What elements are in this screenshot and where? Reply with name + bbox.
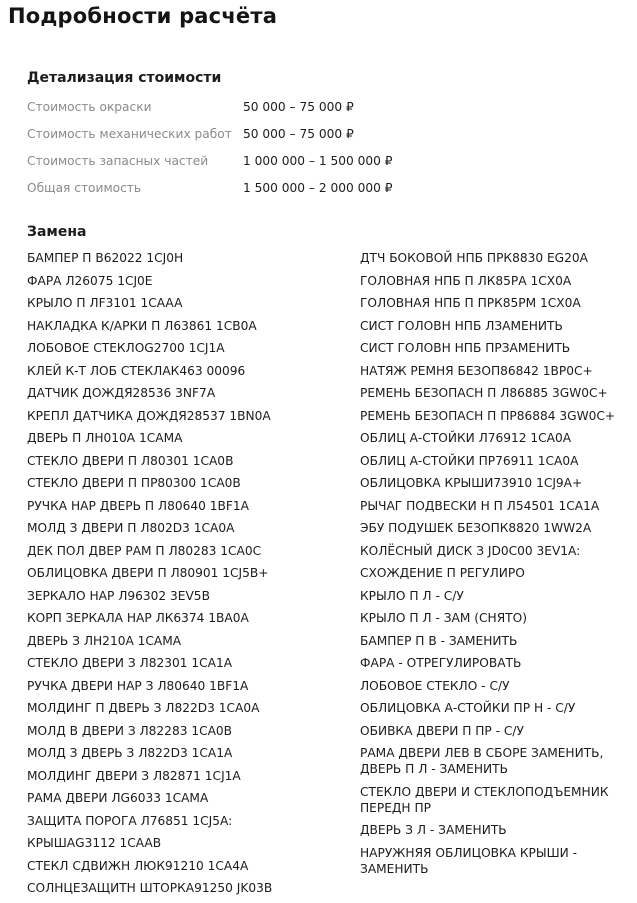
replacement-item: ЗАЩИТА ПОРОГА Л76851 1CJ5A: bbox=[27, 813, 233, 828]
replacement-item: СТЕКЛО ДВЕРИ П Л80301 1CA0B bbox=[27, 453, 234, 468]
replacement-item: ОБЛИЦ А-СТОЙКИ Л76912 1CA0A bbox=[360, 431, 572, 445]
replacement-item: НАТЯЖ РЕМНЯ БЕЗОП86842 1BP0C+ bbox=[360, 363, 593, 378]
cost-label: Стоимость запасных частей bbox=[27, 154, 209, 168]
cost-value: 1 000 000 – 1 500 000 ₽ bbox=[243, 154, 393, 168]
replacement-item: РЫЧАГ ПОДВЕСКИ Н П Л54501 1CA1A bbox=[360, 498, 600, 513]
replacement-item: МОЛДИНГ ДВЕРИ З Л82871 1CJ1A bbox=[27, 768, 241, 783]
replacement-item: МОЛДИНГ П ДВЕРЬ З Л822D3 1CA0A bbox=[27, 701, 260, 715]
replacement-item: РУЧКА НАР ДВЕРЬ П Л80640 1BF1A bbox=[27, 498, 249, 513]
replacement-item: ОБИВКА ДВЕРИ П ПР - С/У bbox=[360, 723, 524, 738]
cost-value: 50 000 – 75 000 ₽ bbox=[243, 100, 354, 114]
replacement-item: КРЕПЛ ДАТЧИКА ДОЖДЯ28537 1BN0A bbox=[27, 408, 271, 423]
replacement-item: НАРУЖНЯЯ ОБЛИЦОВКА КРЫШИ - ЗАМЕНИТЬ bbox=[360, 845, 578, 876]
replacement-list-right bbox=[360, 250, 632, 883]
replacement-item: КРЫЛО П Л - ЗАМ (СНЯТО) bbox=[360, 611, 527, 625]
replacement-item: СХОЖДЕНИЕ П РЕГУЛИРО bbox=[360, 566, 525, 580]
replacement-item: ДЕК ПОЛ ДВЕР РАМ П Л80283 1CA0C bbox=[27, 543, 262, 558]
replacement-item: КРЫЛО П Л - С/У bbox=[360, 588, 464, 603]
cost-details-heading: Детализация стоимости bbox=[27, 70, 222, 86]
replacement-item: РЕМЕНЬ БЕЗОПАСН П ПР86884 3GW0C+ bbox=[360, 408, 616, 423]
replacement-item: ЛОБОВОЕ СТЕКЛО - С/У bbox=[360, 678, 510, 693]
replacement-item: ГОЛОВНАЯ НПБ П ПРК85РМ 1CX0A bbox=[360, 296, 581, 310]
replacement-item: ОБЛИЦОВКА ДВЕРИ П Л80901 1CJ5B+ bbox=[27, 566, 269, 580]
replacement-item: ЛОБОВОЕ СТЕКЛОG2700 1CJ1A bbox=[27, 341, 225, 355]
replacement-item: БАМПЕР П В - ЗАМЕНИТЬ bbox=[360, 633, 518, 648]
replacement-item: РЕМЕНЬ БЕЗОПАСН П Л86885 3GW0C+ bbox=[360, 386, 608, 400]
replacement-heading: Замена bbox=[27, 224, 87, 240]
replacement-item: ДВЕРЬ З ЛН210А 1САМА bbox=[27, 633, 182, 648]
cost-value: 50 000 – 75 000 ₽ bbox=[243, 127, 354, 141]
replacement-item: НАКЛАДКА К/АРКИ П Л63861 1CB0A bbox=[27, 318, 257, 333]
replacement-item: ГОЛОВНАЯ НПБ П ЛК85РА 1CX0A bbox=[360, 273, 572, 288]
replacement-item: ДТЧ БОКОВОЙ НПБ ПРК8830 EG20A bbox=[360, 251, 588, 265]
replacement-item: ЗЕРКАЛО НАР Л96302 3EV5B bbox=[27, 588, 210, 603]
replacement-item: РУЧКА ДВЕРИ НАР З Л80640 1BF1A bbox=[27, 678, 249, 693]
replacement-item: РАМА ДВЕРИ ЛG6033 1САМА bbox=[27, 791, 209, 805]
replacement-item: ДВЕРЬ З Л - ЗАМЕНИТЬ bbox=[360, 823, 507, 837]
replacement-item: СТЕКЛ СДВИЖН ЛЮК91210 1CA4A bbox=[27, 858, 249, 873]
replacement-item: СИСТ ГОЛОВН НПБ ЛЗАМЕНИТЬ bbox=[360, 318, 563, 333]
replacement-item: СОЛНЦЕЗАЩИТН ШТОРКА91250 JK03B bbox=[27, 881, 273, 895]
replacement-item: КОРП ЗЕРКАЛА НАР ЛК6374 1BA0A bbox=[27, 611, 249, 625]
replacement-item: КЛЕЙ К-Т ЛОБ СТЕКЛАК463 00096 bbox=[27, 363, 246, 378]
cost-label: Стоимость механических работ bbox=[27, 127, 232, 141]
replacement-item: КРЫЛО П ЛF3101 1CAAA bbox=[27, 296, 183, 310]
replacement-item: ОБЛИЦОВКА КРЫШИ73910 1CJ9A+ bbox=[360, 476, 583, 490]
replacement-item: КОЛЁСНЫЙ ДИСК З JD0C00 3EV1A: bbox=[360, 543, 581, 558]
replacement-item: КРЫШАG3112 1CAAB bbox=[27, 836, 162, 850]
replacement-item: ЭБУ ПОДУШЕК БЕЗОПК8820 1WW2A bbox=[360, 521, 592, 535]
replacement-item: СТЕКЛО ДВЕРИ П ПР80300 1CA0B bbox=[27, 476, 241, 490]
replacement-item: ДВЕРЬ П ЛН010А 1САМА bbox=[27, 431, 183, 445]
replacement-item: БАМПЕР П В62022 1CJ0H bbox=[27, 251, 184, 265]
replacement-item: СИСТ ГОЛОВН НПБ ПРЗАМЕНИТЬ bbox=[360, 341, 571, 355]
replacement-item: ФАРА - ОТРЕГУЛИРОВАТЬ bbox=[360, 656, 522, 670]
cost-label: Стоимость окраски bbox=[27, 100, 152, 114]
replacement-item: ОБЛИЦ А-СТОЙКИ ПР76911 1CA0A bbox=[360, 453, 579, 468]
replacement-item: МОЛД З ДВЕРЬ З Л822D3 1CA1A bbox=[27, 746, 233, 760]
replacement-item: ФАРА Л26075 1CJ0E bbox=[27, 273, 153, 288]
cost-label: Общая стоимость bbox=[27, 181, 142, 195]
page-title: Подробности расчёта bbox=[8, 4, 278, 28]
replacement-item: ОБЛИЦОВКА А-СТОЙКИ ПР Н - С/У bbox=[360, 701, 576, 715]
replacement-list-left bbox=[27, 250, 349, 903]
replacement-item: МОЛД З ДВЕРИ П Л802D3 1CA0A bbox=[27, 521, 235, 535]
replacement-item: СТЕКЛО ДВЕРИ И СТЕКЛОПОДЪЕМНИК ПЕРЕДН ПР bbox=[360, 784, 609, 815]
replacement-item: СТЕКЛО ДВЕРИ З Л82301 1CA1A bbox=[27, 656, 233, 670]
replacement-item: МОЛД В ДВЕРИ З Л82283 1CA0B bbox=[27, 723, 233, 738]
replacement-item: РАМА ДВЕРИ ЛЕВ В СБОРЕ ЗАМЕНИТЬ, ДВЕРЬ П Л - ЗАМЕНИТЬ bbox=[360, 746, 604, 776]
cost-value: 1 500 000 – 2 000 000 ₽ bbox=[243, 181, 393, 195]
replacement-item: ДАТЧИК ДОЖДЯ28536 3NF7A bbox=[27, 386, 216, 400]
